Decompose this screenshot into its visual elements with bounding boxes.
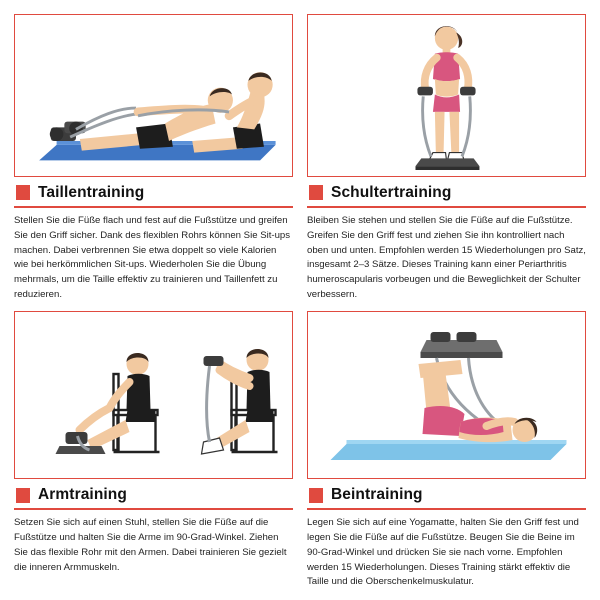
panel-shoulder-training bbox=[307, 14, 586, 303]
square-bullet-icon bbox=[16, 488, 30, 503]
illustration-shoulder-training bbox=[307, 14, 586, 177]
panel-arm-training bbox=[14, 311, 293, 600]
panel-leg-training bbox=[307, 311, 586, 600]
panel-heading-waist bbox=[14, 177, 293, 208]
lying-leg-press-illustration-svg bbox=[308, 312, 585, 478]
panel-description-waist: Stellen Sie die Füße flach und fest auf die Fußstütze und greifen Sie den Griff sicher. Dank des flexiblen Rohrs können Sie Sit-ups machen. Dabei verbrennen Sie etwa doppelt so viele Kalorien wie bei herkömmlichen Sit-ups. Wiederholen Sie die Übung mehrmals, um die Taille effektiv zu trainieren und Taillenfett zu reduzieren. bbox=[14, 214, 291, 301]
sit-up-illustration-svg bbox=[15, 15, 292, 176]
panel-title-waist: Taillentraining bbox=[38, 183, 145, 201]
panel-title-shoulder: Schultertraining bbox=[331, 183, 452, 201]
illustration-waist-training bbox=[14, 14, 293, 177]
panel-heading-arm bbox=[14, 479, 293, 510]
square-bullet-icon bbox=[309, 185, 323, 200]
panel-heading-leg bbox=[307, 479, 586, 510]
standing-woman-illustration-svg bbox=[308, 15, 585, 176]
panel-description-arm: Setzen Sie sich auf einen Stuhl, stellen Sie die Füße auf die Fußstütze und halten Sie die Arme im 90-Grad-Winkel. Ziehen Sie das flexible Rohr mit den Armen. Dabei trainieren Sie gezielt die inneren Armmuskeln. bbox=[14, 517, 287, 573]
square-bullet-icon bbox=[16, 185, 30, 200]
panel-title-arm: Armtraining bbox=[38, 486, 127, 503]
square-bullet-icon bbox=[309, 488, 323, 503]
panel-description-leg: Legen Sie sich auf eine Yogamatte, halten Sie den Griff fest und legen Sie die Füße auf die Fußstütze. Beugen Sie die Beine im 90-Grad-Winkel und drücken Sie sie nach vorne. Empfohlen werden 15 Wiederholungen. Dieses Training stärkt effektiv die Taille und die Oberschenkelmuskulatur. bbox=[307, 517, 579, 588]
panel-title-leg: Beintraining bbox=[331, 486, 423, 503]
panel-waist-training bbox=[14, 14, 293, 303]
panel-description-shoulder: Bleiben Sie stehen und stellen Sie die Füße auf die Fußstütze. Greifen Sie den Griff fest und ziehen Sie ihn kontrolliert nach oben und unten. Empfohlen werden 15 Wiederholungen pro Satz, insgesamt 2–3 Sätze. Dieses Training kann einer Periarthritis humeroscapularis vorbeugen und die Beweglichkeit der Schulter verbessern. bbox=[307, 214, 586, 301]
illustration-arm-training bbox=[14, 311, 293, 479]
panel-heading-shoulder bbox=[307, 177, 586, 208]
seated-arm-curl-illustration-svg bbox=[15, 312, 292, 478]
illustration-leg-training bbox=[307, 311, 586, 479]
